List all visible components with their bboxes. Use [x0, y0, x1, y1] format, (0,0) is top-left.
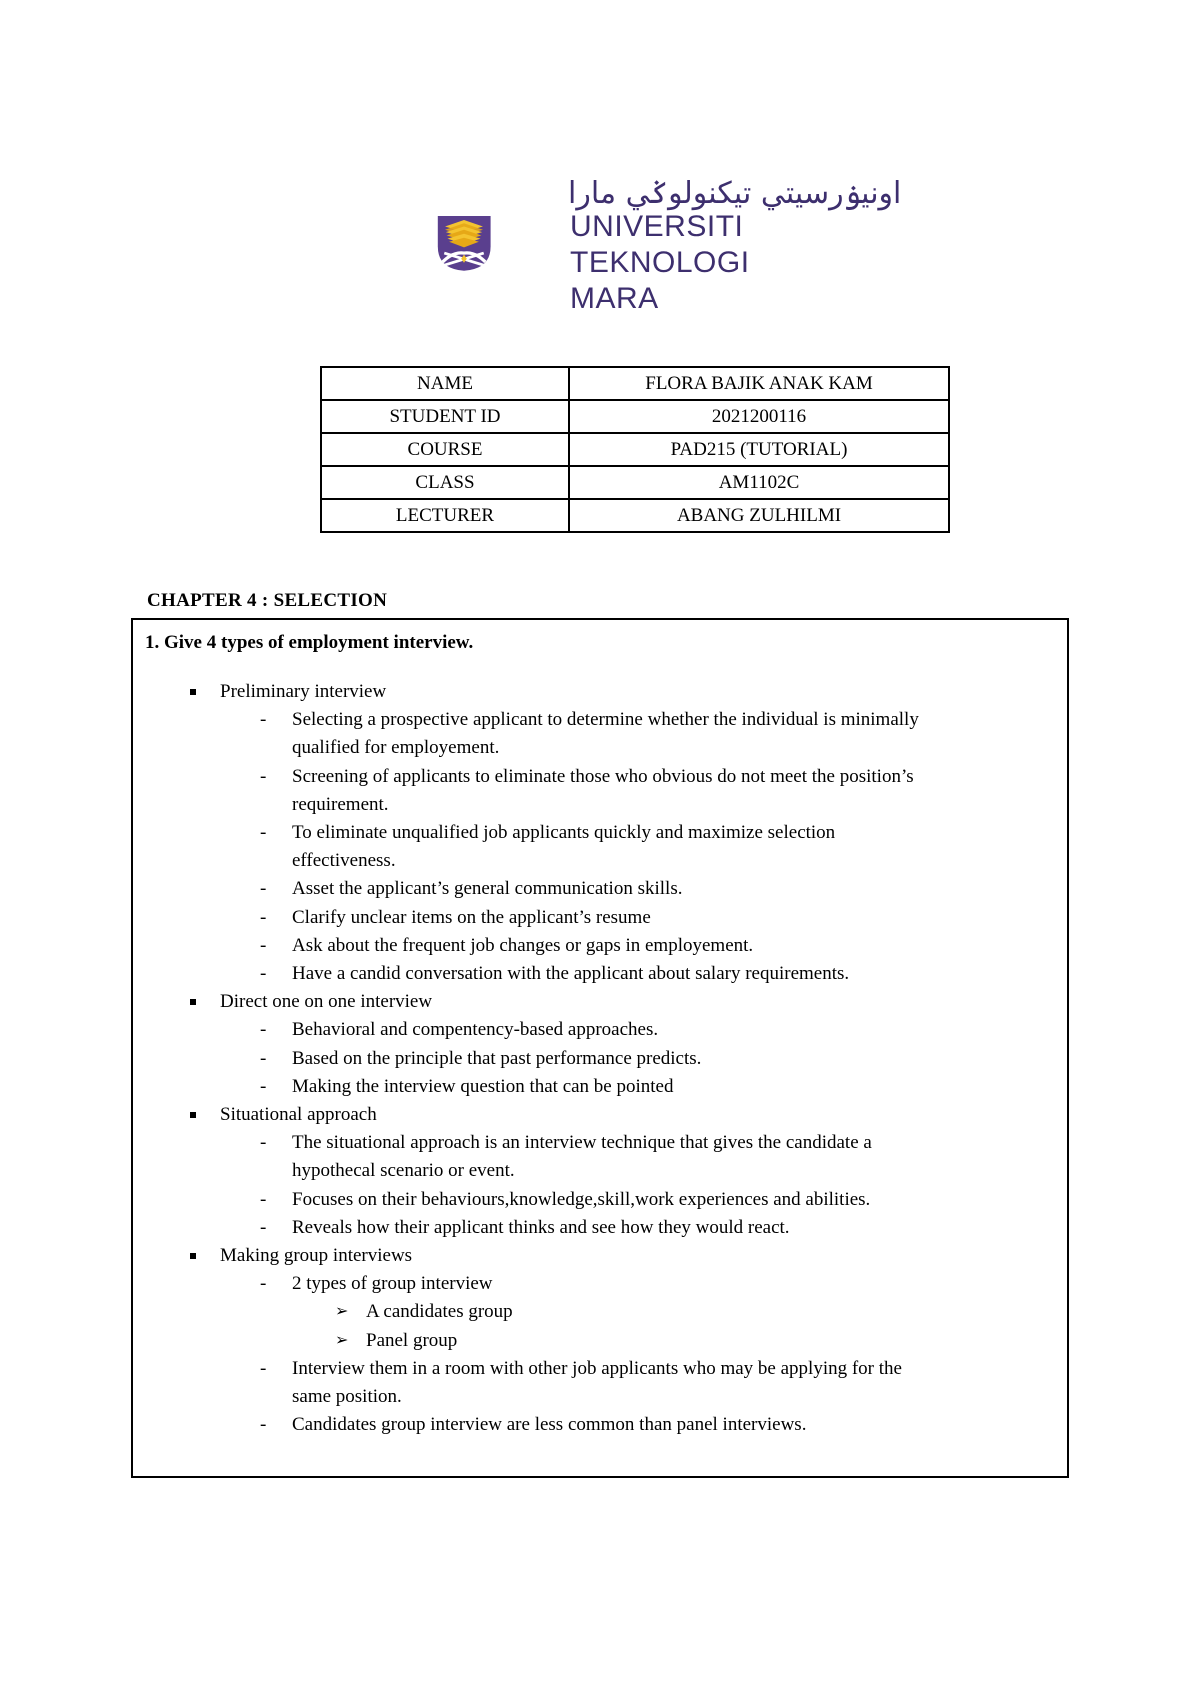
uitm-logo: [437, 172, 572, 314]
dash-bullet-icon: -: [260, 963, 267, 984]
list-item: Interview them in a room with other job applicants who may be applying for the: [292, 1357, 902, 1379]
dash-bullet-icon: -: [260, 1273, 267, 1295]
sub-list-item: A candidates group: [366, 1301, 513, 1323]
dash-bullet-icon: -: [260, 822, 267, 843]
list-item: Reveals how their applicant thinks and see how they would react.: [292, 1216, 790, 1238]
logo-line-2: TEKNOLOGI: [570, 246, 750, 279]
info-label: STUDENT ID: [321, 400, 569, 433]
section-title: Situational approach: [220, 1104, 377, 1125]
bullet-square-icon: [190, 1112, 196, 1118]
list-item: To eliminate unqualified job applicants quickly and maximize selection: [292, 822, 836, 843]
logo-wordmark: [570, 212, 750, 320]
section-title: Direct one on one interview: [220, 991, 433, 1013]
question-heading: 1. Give 4 types of employment interview.: [145, 632, 474, 653]
section-title: Preliminary interview: [220, 681, 387, 702]
info-value: 2021200116: [569, 400, 949, 433]
section-title: Making group interviews: [220, 1245, 413, 1266]
info-label: LECTURER: [321, 499, 569, 532]
dash-bullet-icon: -: [260, 878, 267, 900]
list-item: Candidates group interview are less common than panel interviews.: [292, 1414, 807, 1436]
info-value: ABANG ZULHILMI: [569, 499, 949, 532]
table-row: [321, 499, 949, 532]
list-item: requirement.: [292, 793, 389, 815]
list-item: Focuses on their behaviours,knowledge,skill,work experiences and abilities.: [292, 1188, 871, 1210]
arrow-bullet-icon: ➢: [335, 1331, 349, 1349]
dash-bullet-icon: -: [260, 1132, 267, 1154]
list-item: Ask about the frequent job changes or gaps in employement.: [292, 934, 754, 956]
list-item: Making the interview question that can be pointed: [292, 1075, 674, 1097]
info-label: CLASS: [321, 466, 569, 499]
list-item: Based on the principle that past performance predicts.: [292, 1047, 702, 1069]
arrow-bullet-icon: ➢: [335, 1303, 349, 1321]
table-row: [321, 400, 949, 433]
dash-bullet-icon: -: [260, 1188, 267, 1210]
info-value: FLORA BAJIK ANAK KAM: [569, 367, 949, 400]
logo-line-1: UNIVERSITI: [570, 210, 744, 243]
list-item: same position.: [292, 1386, 402, 1407]
info-label: NAME: [321, 367, 569, 400]
chapter-heading: CHAPTER 4 : SELECTION: [147, 590, 388, 611]
list-item: The situational approach is an interview technique that gives the candidate a: [292, 1132, 872, 1154]
logo-line-3: MARA: [570, 282, 659, 315]
bullet-square-icon: [190, 689, 196, 695]
list-item: Asset the applicant’s general communication skills.: [292, 878, 683, 900]
info-value: AM1102C: [569, 466, 949, 499]
dash-bullet-icon: -: [260, 1357, 267, 1379]
list-item: qualified for employement.: [292, 737, 500, 759]
dash-bullet-icon: -: [260, 709, 267, 731]
list-item: Clarify unclear items on the applicant’s resume: [292, 906, 651, 928]
table-row: [321, 466, 949, 499]
list-item: 2 types of group interview: [292, 1273, 493, 1295]
bullet-square-icon: [190, 1253, 196, 1259]
sub-list-item: Panel group: [366, 1329, 458, 1351]
list-item: Selecting a prospective applicant to determine whether the individual is minimally: [292, 709, 919, 731]
info-label: COURSE: [321, 433, 569, 466]
dash-bullet-icon: -: [260, 1047, 267, 1069]
list-item: effectiveness.: [292, 850, 396, 872]
logo-jawi-text: اونيۏرسيتي تيكنولوݢي مارا: [568, 176, 902, 211]
dash-bullet-icon: -: [260, 934, 267, 956]
dash-bullet-icon: -: [260, 1019, 267, 1041]
dash-bullet-icon: -: [260, 765, 267, 787]
table-row: [321, 367, 949, 400]
bullet-square-icon: [190, 999, 196, 1005]
dash-bullet-icon: -: [260, 1075, 267, 1097]
list-item: Have a candid conversation with the applicant about salary requirements.: [292, 963, 850, 984]
student-info-table: [320, 366, 950, 533]
info-value: PAD215 (TUTORIAL): [569, 433, 949, 466]
list-item: Behavioral and compentency-based approaches.: [292, 1019, 659, 1041]
list-item: hypothecal scenario or event.: [292, 1160, 515, 1182]
dash-bullet-icon: -: [260, 906, 267, 928]
table-row: [321, 433, 949, 466]
list-item: Screening of applicants to eliminate those who obvious do not meet the position’s: [292, 765, 914, 787]
dash-bullet-icon: -: [260, 1216, 267, 1238]
dash-bullet-icon: -: [260, 1414, 267, 1436]
